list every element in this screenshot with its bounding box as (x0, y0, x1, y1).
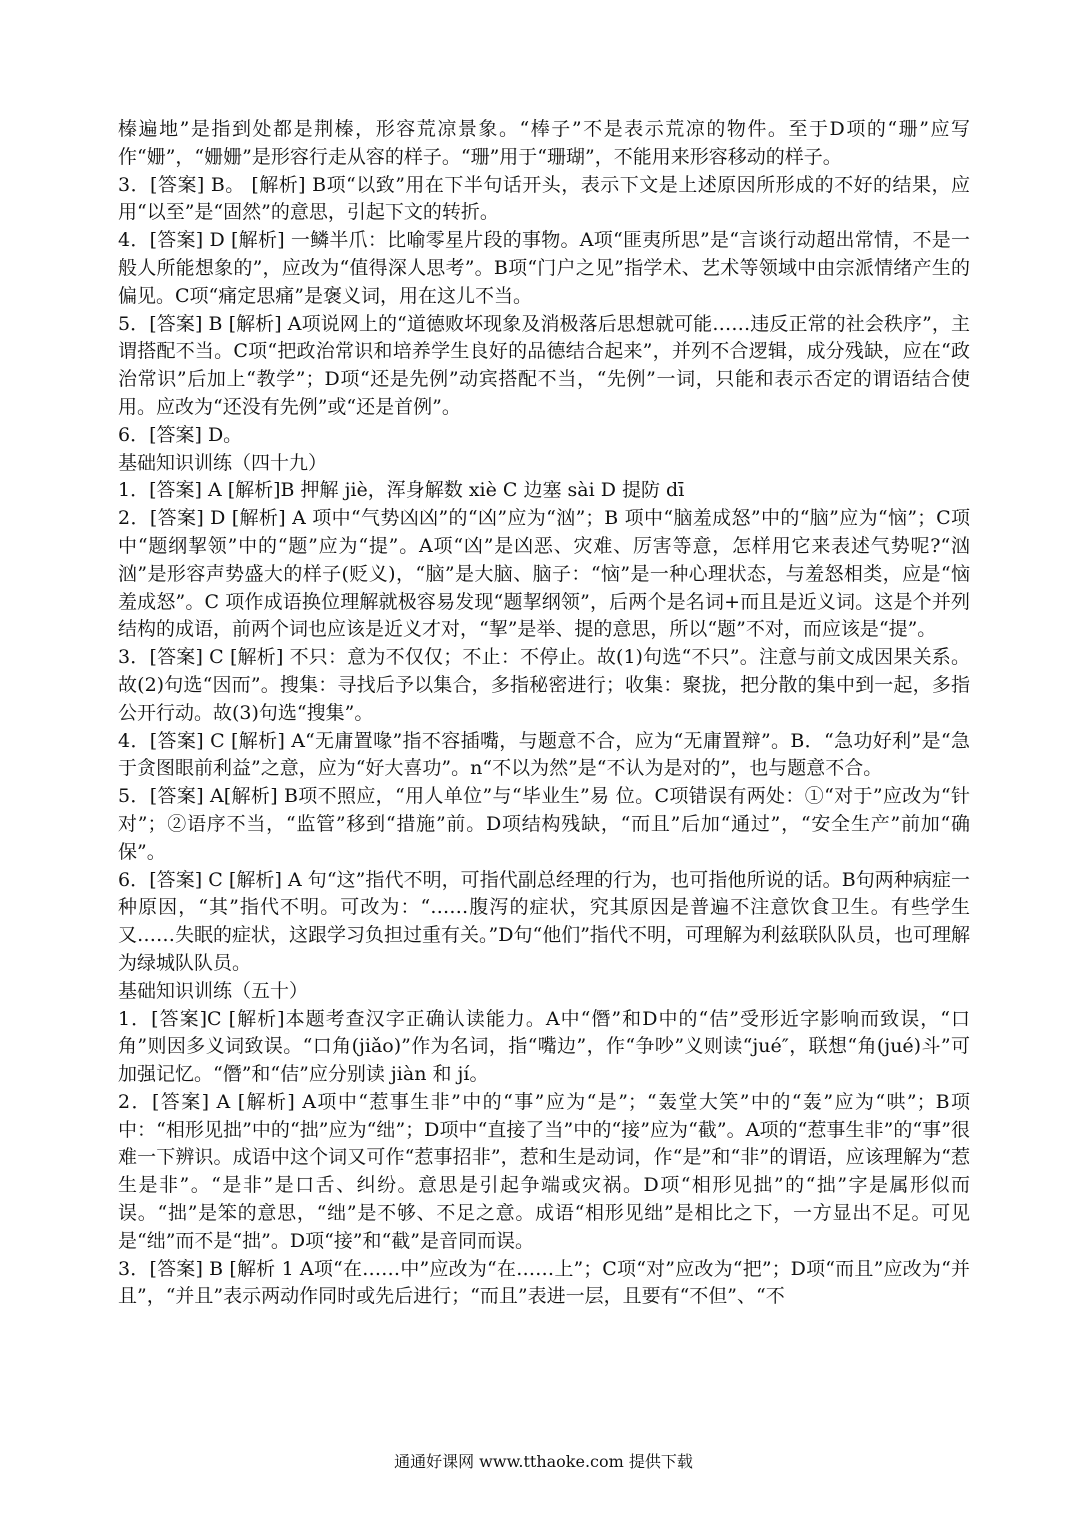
answer-item-3: 3．[答案] C [解析] 不只：意为不仅仅；不止：不停止。故(1)句选“不只”。注意与前文成因果关系。故(2)句选“因而”。搜集：寻找后予以集合，多指秘密进行；收集：聚拢，把分散的集中到一起，多指公开行动。故(3)句选“搜集”。 (118, 646, 970, 724)
document-body (118, 116, 970, 1311)
answer-item-3: 3．[答案] B [解析 1 A项“在……中”应改为“在……上”；C项“对”应改为“把”；D项“而且”应改为“并且”，“并且”表示两动作同时或先后进行；“而且”表进一层，且要有“不但”、“不 (118, 1257, 970, 1308)
answer-item-5: 5．[答案] B [解析] A项说网上的“道德败坏现象及消极落后思想就可能……违反正常的社会秩序”，主谓搭配不当。C项“把政治常识和培养学生良好的品德结合起来”，并列不合逻辑，成分残缺，应在“政治常识”后加上“教学”；D项“还是先例”动宾搭配不当，“先例”一词，只能和表示否定的谓语结合使用。应改为“还没有先例”或“还是首例”。 (118, 312, 970, 418)
answer-item-2: 2．[答案] D [解析] A 项中“气势凶凶”的“凶”应为“汹”；B 项中“脑羞成怒”中的“脑”应为“恼”；C项中“题纲挈领”中的“题”应为“提”。A项“凶”是凶恶、灾难、厉害等意，怎样用它来表述气势呢?“汹汹”是形容声势盛大的样子(贬义)，“脑”是大脑、脑子：“恼”是一种心理状态，与羞怒相类，应是“恼羞成怒”。C 项作成语换位理解就极容易发现“题挈纲领”，后两个是名词+而且是近义词。这是个并列结构的成语，前两个词也应该是近义才对，“挈”是举、提的意思，所以“题”不对，而应该是“提”。 (118, 507, 970, 641)
answer-item-6: 6．[答案] D。 (118, 423, 243, 446)
page-footer: 通通好课网 www.tthaoke.com 提供下载 (394, 1452, 693, 1471)
answer-item-5: 5．[答案] A[解析] B项不照应，“用人单位”与“毕业生”易 位。C项错误有两处：①“对于”应改为“针对”；②语序不当，“监管”移到“措施”前。D项结构残缺，“而且”后加“通过”，“安全生产”前加“确保”。 (118, 785, 970, 863)
paragraph-continuation: 榛遍地”是指到处都是荆榛，形容荒凉景象。“棒子”不是表示荒凉的物件。至于D项的“珊”应写作“姗”，“姗姗”是形容行走从容的样子。“珊”用于“珊瑚”，不能用来形容移动的样子。 (118, 118, 970, 168)
answer-item-3: 3．[答案] B。 [解析] B项“以致”用在下半句话开头，表示下文是上述原因所形成的不好的结果，应用“以至”是“固然”的意思，引起下文的转折。 (118, 173, 970, 224)
section-heading-49: 基础知识训练（四十九） (118, 451, 328, 474)
answer-item-1: 1．[答案] A [解析]B 押解 jiè，浑身解数 xiè C 边塞 sài D 提防 dī (118, 479, 685, 502)
answer-item-1: 1．[答案]C [解析]本题考查汉字正确认读能力。A中“僭”和D中的“佶”受形近字影响而致误，“口角”则因多义词致误。“口角(jiǎo)”作为名词，指“嘴边”，作“争吵”义则读“jué″，联想“角(jué)斗”可加强记忆。“僭”和“佶”应分别读 jiàn 和 jí。 (118, 1007, 970, 1086)
answer-item-4: 4．[答案] C [解析] A“无庸置喙”指不容插嘴，与题意不合，应为“无庸置辩”。B．“急功好利”是“急于贪图眼前利益”之意，应为“好大喜功”。n“不以为然”是“不认为是对的”，也与题意不合。 (118, 729, 970, 780)
answer-item-6: 6．[答案] C [解析] A 句“这”指代不明，可指代副总经理的行为，也可指他所说的话。B句两种病症一种原因，“其”指代不明。可改为：“……腹泻的症状，究其原因是普遍不注意饮食卫生。有些学生又……失眠的症状，这跟学习负担过重有关。”D句“他们”指代不明，可理解为利兹联队队员，也可理解为绿城队队员。 (118, 868, 970, 974)
answer-item-2: 2．[答案] A [解析] A项中“惹事生非”中的“事”应为“是”；“轰堂大笑”中的“轰”应为“哄”；B项中：“相形见拙”中的“拙”应为“绌”；D项中“直接了当”中的“接”应为“截”。A项的“惹事生非”的“事”很难一下辨识。成语中这个词又可作“惹事招非”，惹和生是动词，作“是”和“非”的谓语，应该理解为“惹生是非”。“是非”是口舌、纠纷。意思是引起争端或灾祸。D项“相形见拙”的“拙”字是属形似而误。“拙”是笨的意思，“绌”是不够、不足之意。成语“相形见绌”是相比之下，一方显出不足。可见是“绌”而不是“拙”。D项“接”和“截”是音同而误。 (118, 1090, 970, 1252)
answer-item-4: 4．[答案] D [解析] 一鳞半爪：比喻零星片段的事物。A项“匪夷所思”是“言谈行动超出常情，不是一般人所能想象的”，应改为“值得深人思考”。B项“门户之见”指学术、艺术等领域中由宗派情绪产生的偏见。C项“痛定思痛”是褒义词，用在这儿不当。 (118, 229, 970, 307)
section-heading-50: 基础知识训练（五十） (118, 979, 309, 1002)
